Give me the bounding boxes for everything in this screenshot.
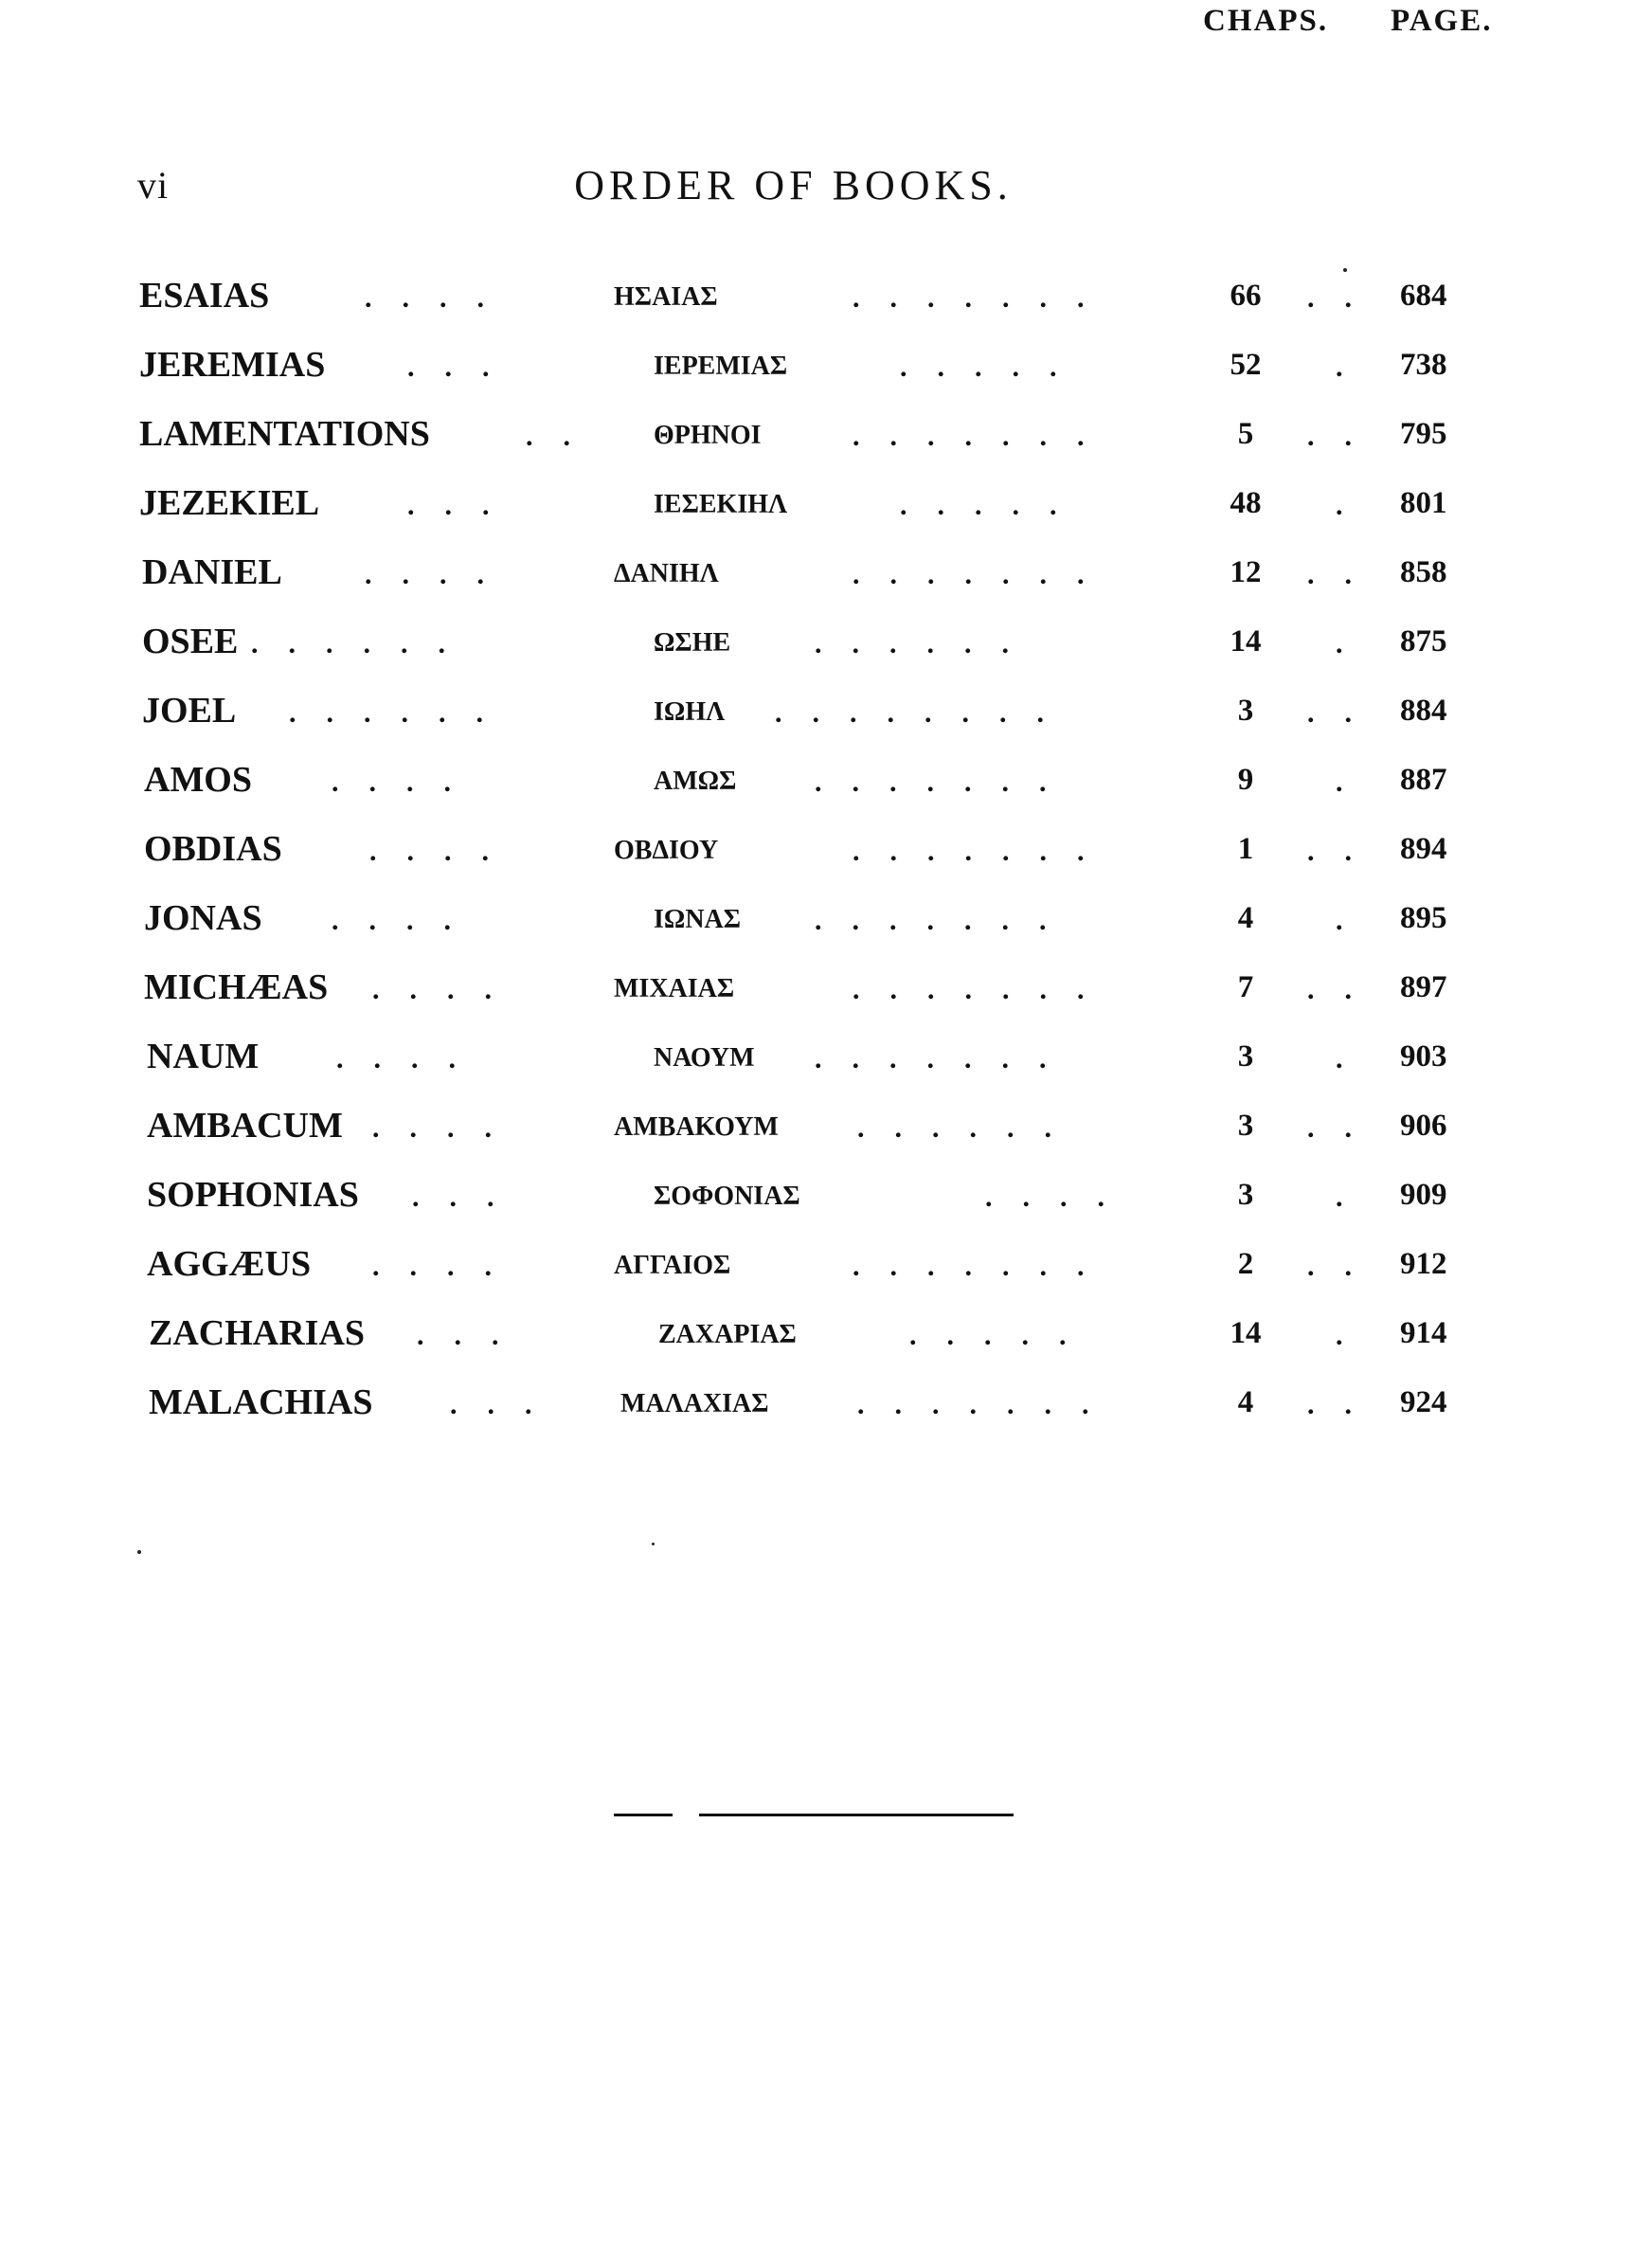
page-value: 903: [1400, 1039, 1447, 1074]
leader-dots: ..: [1307, 282, 1382, 314]
page-value: 912: [1400, 1247, 1447, 1281]
greek-title: ΑΜΒΑΚΟΥΜ: [614, 1112, 779, 1142]
greek-title: ΙΩΝΑΣ: [654, 905, 742, 934]
leader-dots: .......: [853, 836, 1115, 867]
book-row: [0, 828, 1652, 897]
leader-dots: ....: [372, 1251, 522, 1282]
greek-title: ΖΑΧΑΡΙΑΣ: [658, 1320, 797, 1349]
leader-dots: .: [1336, 1182, 1374, 1213]
greek-title: ΝΑΟΥΜ: [654, 1043, 755, 1073]
book-row: [0, 482, 1652, 551]
page-value: 738: [1400, 348, 1447, 382]
leader-dots: .: [1336, 490, 1374, 521]
latin-title: MALACHIAS: [149, 1382, 373, 1422]
leader-dots: ...: [412, 1182, 525, 1213]
chapters-count: 9: [1237, 763, 1254, 797]
greek-title: ΙΩΗΛ: [654, 697, 726, 727]
latin-title: DANIEL: [142, 552, 282, 592]
leader-dots: ...: [417, 1320, 530, 1351]
leader-dots: ....: [985, 1182, 1135, 1213]
leader-dots: ......: [857, 1112, 1082, 1144]
greek-title: ΘΡΗΝΟΙ: [654, 421, 762, 450]
chapters-count: 14: [1230, 624, 1262, 659]
greek-title: ΣΟΦΟΝΙΑΣ: [654, 1182, 800, 1211]
leader-dots: ..: [1307, 421, 1382, 452]
page-number: vi: [137, 164, 170, 207]
chapters-count: 3: [1237, 1109, 1254, 1143]
chapters-count: 52: [1230, 348, 1262, 382]
page-value: 895: [1400, 901, 1447, 935]
chapters-count: 2: [1237, 1247, 1254, 1281]
latin-title: JOEL: [142, 691, 237, 731]
book-row: [0, 1105, 1652, 1174]
closing-rule-left: [614, 1814, 673, 1816]
book-row: [0, 551, 1652, 621]
leader-dots: ....: [365, 559, 514, 590]
leader-dots: ....: [336, 1043, 486, 1074]
latin-title: JEREMIAS: [139, 345, 326, 385]
chapters-count: 12: [1230, 555, 1262, 589]
book-row: [0, 897, 1652, 966]
chapters-count: 5: [1237, 417, 1254, 451]
leader-dots: ..: [1307, 559, 1382, 590]
leader-dots: .......: [815, 905, 1077, 936]
leader-dots: ..: [526, 421, 601, 452]
leader-dots: .....: [900, 490, 1087, 521]
chapters-count: 66: [1230, 279, 1262, 313]
leader-dots: ......: [815, 628, 1039, 659]
leader-dots: .: [1336, 628, 1374, 659]
greek-title: ΙΕΣΕΚΙΗΛ: [654, 490, 788, 519]
page-value: 684: [1400, 279, 1447, 313]
leader-dots: .......: [853, 1251, 1115, 1282]
chapters-count: 7: [1237, 970, 1254, 1004]
book-row: [0, 690, 1652, 759]
book-row: [0, 621, 1652, 690]
leader-dots: ......: [289, 697, 513, 729]
latin-title: OSEE: [142, 622, 239, 661]
chapters-count: 3: [1237, 1039, 1254, 1074]
chapters-count: 1: [1237, 832, 1254, 866]
page-value: 909: [1400, 1178, 1447, 1212]
leader-dots: ....: [369, 836, 519, 867]
page-value: 884: [1400, 694, 1447, 728]
chapters-column-header: CHAPS.: [1203, 4, 1329, 38]
greek-title: ΩΣΗΕ: [654, 628, 731, 658]
greek-title: ΑΓΓΑΙΟΣ: [614, 1251, 731, 1280]
leader-dots: .: [1336, 1320, 1374, 1351]
leader-dots: ...: [450, 1389, 563, 1420]
book-row: [0, 1381, 1652, 1451]
chapters-count: 14: [1230, 1316, 1262, 1350]
chapters-count: 4: [1237, 901, 1254, 935]
page-value: 887: [1400, 763, 1447, 797]
leader-dots: .......: [815, 1043, 1077, 1074]
page-value: 858: [1400, 555, 1447, 589]
book-row: [0, 344, 1652, 413]
stray-mark: [652, 1543, 655, 1545]
leader-dots: ........: [775, 697, 1074, 729]
greek-title: ΜΙΧΑΙΑΣ: [614, 974, 735, 1003]
page-value: 894: [1400, 832, 1447, 866]
page-value: 914: [1400, 1316, 1447, 1350]
latin-title: LAMENTATIONS: [139, 414, 430, 454]
book-row: [0, 1174, 1652, 1243]
leader-dots: ..: [1307, 1112, 1382, 1144]
chapters-count: 3: [1237, 1178, 1254, 1212]
leader-dots: ..: [1307, 836, 1382, 867]
leader-dots: ..: [1307, 1251, 1382, 1282]
page-column-header: PAGE.: [1391, 4, 1493, 38]
leader-dots: .......: [853, 974, 1115, 1005]
leader-dots: .......: [853, 559, 1115, 590]
page-value: 875: [1400, 624, 1447, 659]
leader-dots: ....: [372, 974, 522, 1005]
latin-title: NAUM: [147, 1037, 260, 1076]
leader-dots: ....: [365, 282, 514, 314]
latin-title: AMBACUM: [147, 1106, 343, 1146]
greek-title: ΜΑΛΑΧΙΑΣ: [620, 1389, 769, 1418]
page-value: 924: [1400, 1385, 1447, 1419]
leader-dots: ..: [1307, 974, 1382, 1005]
leader-dots: ...: [407, 352, 520, 383]
greek-title: ΔΑΝΙΗΛ: [614, 559, 719, 588]
leader-dots: ....: [332, 905, 481, 936]
latin-title: OBDIAS: [144, 829, 282, 869]
page-title: ORDER OF BOOKS.: [574, 162, 1013, 208]
latin-title: AGGÆUS: [147, 1244, 312, 1284]
page-value: 897: [1400, 970, 1447, 1004]
leader-dots: ..: [1307, 697, 1382, 729]
latin-title: ESAIAS: [139, 276, 270, 316]
book-row: [0, 1243, 1652, 1312]
closing-rule-right: [699, 1814, 1014, 1816]
book-row: [0, 413, 1652, 482]
book-row: [0, 1312, 1652, 1381]
book-row: [0, 1036, 1652, 1105]
leader-dots: ...: [407, 490, 520, 521]
book-row: [0, 275, 1652, 344]
leader-dots: .......: [815, 767, 1077, 798]
greek-title: ΑΜΩΣ: [654, 767, 737, 796]
leader-dots: .: [1336, 1043, 1374, 1074]
page-value: 906: [1400, 1109, 1447, 1143]
book-row: [0, 966, 1652, 1036]
greek-title: ΙΕΡΕΜΙΑΣ: [654, 352, 788, 381]
stray-mark: [1343, 268, 1347, 272]
latin-title: JEZEKIEL: [139, 483, 320, 523]
chapters-count: 48: [1230, 486, 1262, 520]
leader-dots: .......: [853, 282, 1115, 314]
latin-title: JONAS: [144, 898, 262, 938]
leader-dots: .: [1336, 352, 1374, 383]
leader-dots: ..: [1307, 1389, 1382, 1420]
book-row: [0, 759, 1652, 828]
leader-dots: .....: [900, 352, 1087, 383]
greek-title: ΟΒΔΙΟΥ: [614, 836, 719, 865]
leader-dots: .: [1336, 767, 1374, 798]
chapters-count: 4: [1237, 1385, 1254, 1419]
stray-mark: [137, 1550, 141, 1554]
latin-title: MICHÆAS: [144, 967, 329, 1007]
page-value: 795: [1400, 417, 1447, 451]
page-value: 801: [1400, 486, 1447, 520]
latin-title: ZACHARIAS: [149, 1313, 366, 1353]
chapters-count: 3: [1237, 694, 1254, 728]
latin-title: AMOS: [144, 760, 252, 800]
leader-dots: ......: [251, 628, 476, 659]
latin-title: SOPHONIAS: [147, 1175, 359, 1215]
leader-dots: .: [1336, 905, 1374, 936]
leader-dots: .......: [857, 1389, 1120, 1420]
leader-dots: .......: [853, 421, 1115, 452]
leader-dots: .....: [909, 1320, 1097, 1351]
greek-title: ΗΣΑΙΑΣ: [614, 282, 718, 312]
leader-dots: ....: [372, 1112, 522, 1144]
leader-dots: ....: [332, 767, 481, 798]
